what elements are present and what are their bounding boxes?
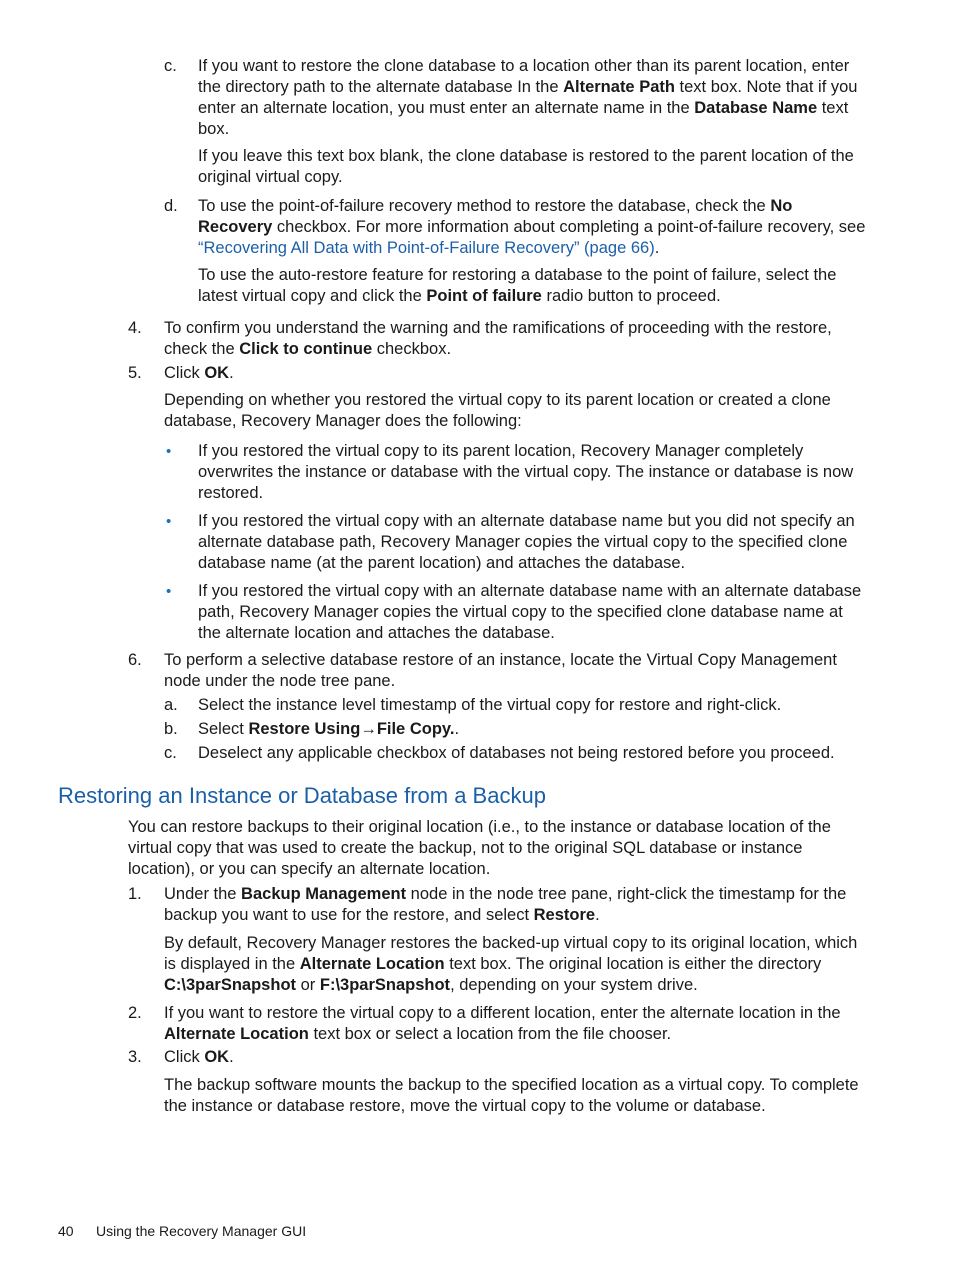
- ui-term-alternate-path: Alternate Path: [563, 78, 675, 96]
- bullet-item-2: If you restored the virtual copy with an alternate database name but you did not specify an alternate database path, Recovery Manager copies the virtual copy to the specified clone database name (at the parent location) and attaches the database.: [198, 512, 855, 572]
- ui-term-database-name: Database Name: [694, 99, 818, 117]
- substep-marker-b: b.: [164, 720, 178, 738]
- step-marker-1: 1.: [128, 885, 142, 903]
- text-run: Click: [164, 1048, 205, 1066]
- bullet-icon: •: [166, 583, 172, 600]
- section-intro: You can restore backups to their original location (i.e., to the instance or database location of the virtual copy that was used to create the backup, not to the original SQL database or instance location), or you can specify an alternate location.: [128, 818, 831, 878]
- text-run: .: [229, 364, 234, 382]
- path-c-snapshot: C:\3parSnapshot: [164, 976, 297, 994]
- step-marker-6: 6.: [128, 651, 142, 669]
- substep-d-paragraph: [198, 196, 870, 259]
- step-4-paragraph: [164, 318, 870, 360]
- ui-term-ok: OK: [204, 1048, 230, 1066]
- text-run: text box. The original location is either the directory: [444, 955, 822, 973]
- step-6-paragraph: To perform a selective database restore of an instance, locate the Virtual Copy Management node under the node tree pane.: [164, 651, 837, 690]
- running-footer-title: Using the Recovery Manager GUI: [96, 1223, 307, 1239]
- section-step-1-paragraph: [164, 884, 870, 926]
- text-run: radio button to proceed.: [541, 287, 721, 305]
- menu-arrow-icon: →: [360, 720, 377, 738]
- substep-c-paragraph: [198, 56, 870, 140]
- text-run: Click: [164, 364, 205, 382]
- text-run: .: [595, 906, 600, 924]
- page-number: 40: [58, 1223, 74, 1239]
- path-f-snapshot: F:\3parSnapshot: [319, 976, 451, 994]
- ui-term-no-recovery: No Recovery: [198, 197, 793, 236]
- text-run: To use the point-of-failure recovery method to restore the database, check the: [198, 197, 771, 215]
- text-run: text box or select a location from the file chooser.: [308, 1025, 672, 1043]
- ui-term-restore: Restore: [533, 906, 596, 924]
- text-run: Select: [198, 720, 249, 738]
- bullet-icon: •: [166, 443, 172, 460]
- step-6-substep-a: Select the instance level timestamp of the virtual copy for restore and right-click.: [198, 696, 782, 714]
- step-5-paragraph: [164, 363, 870, 384]
- text-run: If you want to restore the clone database to a location other than its parent location, enter the directory path to the alternate database In the: [198, 57, 850, 96]
- substep-marker-c: c.: [164, 744, 177, 762]
- bullet-item-1: If you restored the virtual copy to its parent location, Recovery Manager completely overwrites the instance or database with the virtual copy. The instance or database is now restored.: [198, 442, 854, 502]
- step-marker-2: 2.: [128, 1004, 142, 1022]
- step-6-substep-b: [198, 719, 870, 740]
- substep-marker-c: c.: [164, 57, 177, 75]
- section-step-1-explanation: [164, 933, 870, 996]
- text-run: text box. Note that if you enter an alternate location, you must enter an alternate name in the: [198, 78, 858, 117]
- step-marker-5: 5.: [128, 364, 142, 382]
- step-marker-3: 3.: [128, 1048, 142, 1066]
- point-of-failure-link[interactable]: “Recovering All Data with Point-of-Failure Recovery” (page 66): [198, 239, 655, 257]
- text-run: Under the: [164, 885, 242, 903]
- substep-marker-a: a.: [164, 696, 178, 714]
- section-step-3-paragraph: [164, 1047, 870, 1068]
- text-run: node in the node tree pane, right-click the timestamp for the backup you want to use for the restore, and select: [164, 885, 847, 924]
- text-run: or: [296, 976, 320, 994]
- bullet-icon: •: [166, 513, 172, 530]
- text-run: If you want to restore the virtual copy to a different location, enter the alternate location in the: [164, 1004, 841, 1022]
- step-5-explanation: Depending on whether you restored the virtual copy to its parent location or created a clone database, Recovery Manager does the following:: [164, 391, 831, 430]
- text-run: , depending on your system drive.: [450, 976, 698, 994]
- section-heading: Restoring an Instance or Database from a Backup: [58, 783, 546, 808]
- ui-term-alternate-location: Alternate Location: [299, 955, 445, 973]
- ui-term-backup-management: Backup Management: [241, 885, 407, 903]
- step-marker-4: 4.: [128, 319, 142, 337]
- section-step-3-explanation: The backup software mounts the backup to the specified location as a virtual copy. To complete the instance or database restore, move the virtual copy to the volume or database.: [164, 1076, 859, 1115]
- substep-c-note: If you leave this text box blank, the clone database is restored to the parent location of the original virtual copy.: [198, 147, 854, 186]
- substep-marker-d: d.: [164, 197, 178, 215]
- text-run: .: [454, 720, 460, 738]
- ui-term-point-of-failure: Point of failure: [426, 287, 542, 305]
- step-6-substep-c: Deselect any applicable checkbox of databases not being restored before you proceed.: [198, 744, 835, 762]
- ui-term-file-copy: File Copy.: [376, 720, 455, 738]
- text-run: checkbox.: [372, 340, 452, 358]
- ui-term-restore-using: Restore Using: [248, 720, 361, 738]
- text-run: text box.: [198, 99, 849, 138]
- section-step-2-paragraph: [164, 1003, 870, 1045]
- text-run: To use the auto-restore feature for restoring a database to the point of failure, select the latest virtual copy and click the: [198, 266, 837, 305]
- ui-term-click-to-continue: Click to continue: [239, 340, 373, 358]
- text-run: .: [229, 1048, 234, 1066]
- text-run: .: [654, 239, 660, 257]
- text-run: checkbox. For more information about completing a point-of-failure recovery, see: [272, 218, 866, 236]
- substep-d-note: [198, 265, 870, 307]
- ui-term-alternate-location: Alternate Location: [164, 1025, 309, 1043]
- text-run: To confirm you understand the warning and the ramifications of proceeding with the restore, check the: [164, 319, 832, 358]
- bullet-item-3: If you restored the virtual copy with an alternate database name with an alternate database path, Recovery Manager copies the virtual copy to the specified clone database name at the alternate location and attaches the database.: [198, 582, 862, 642]
- text-run: By default, Recovery Manager restores the backed-up virtual copy to its original location, which is displayed in the: [164, 934, 858, 973]
- ui-term-ok: OK: [204, 364, 230, 382]
